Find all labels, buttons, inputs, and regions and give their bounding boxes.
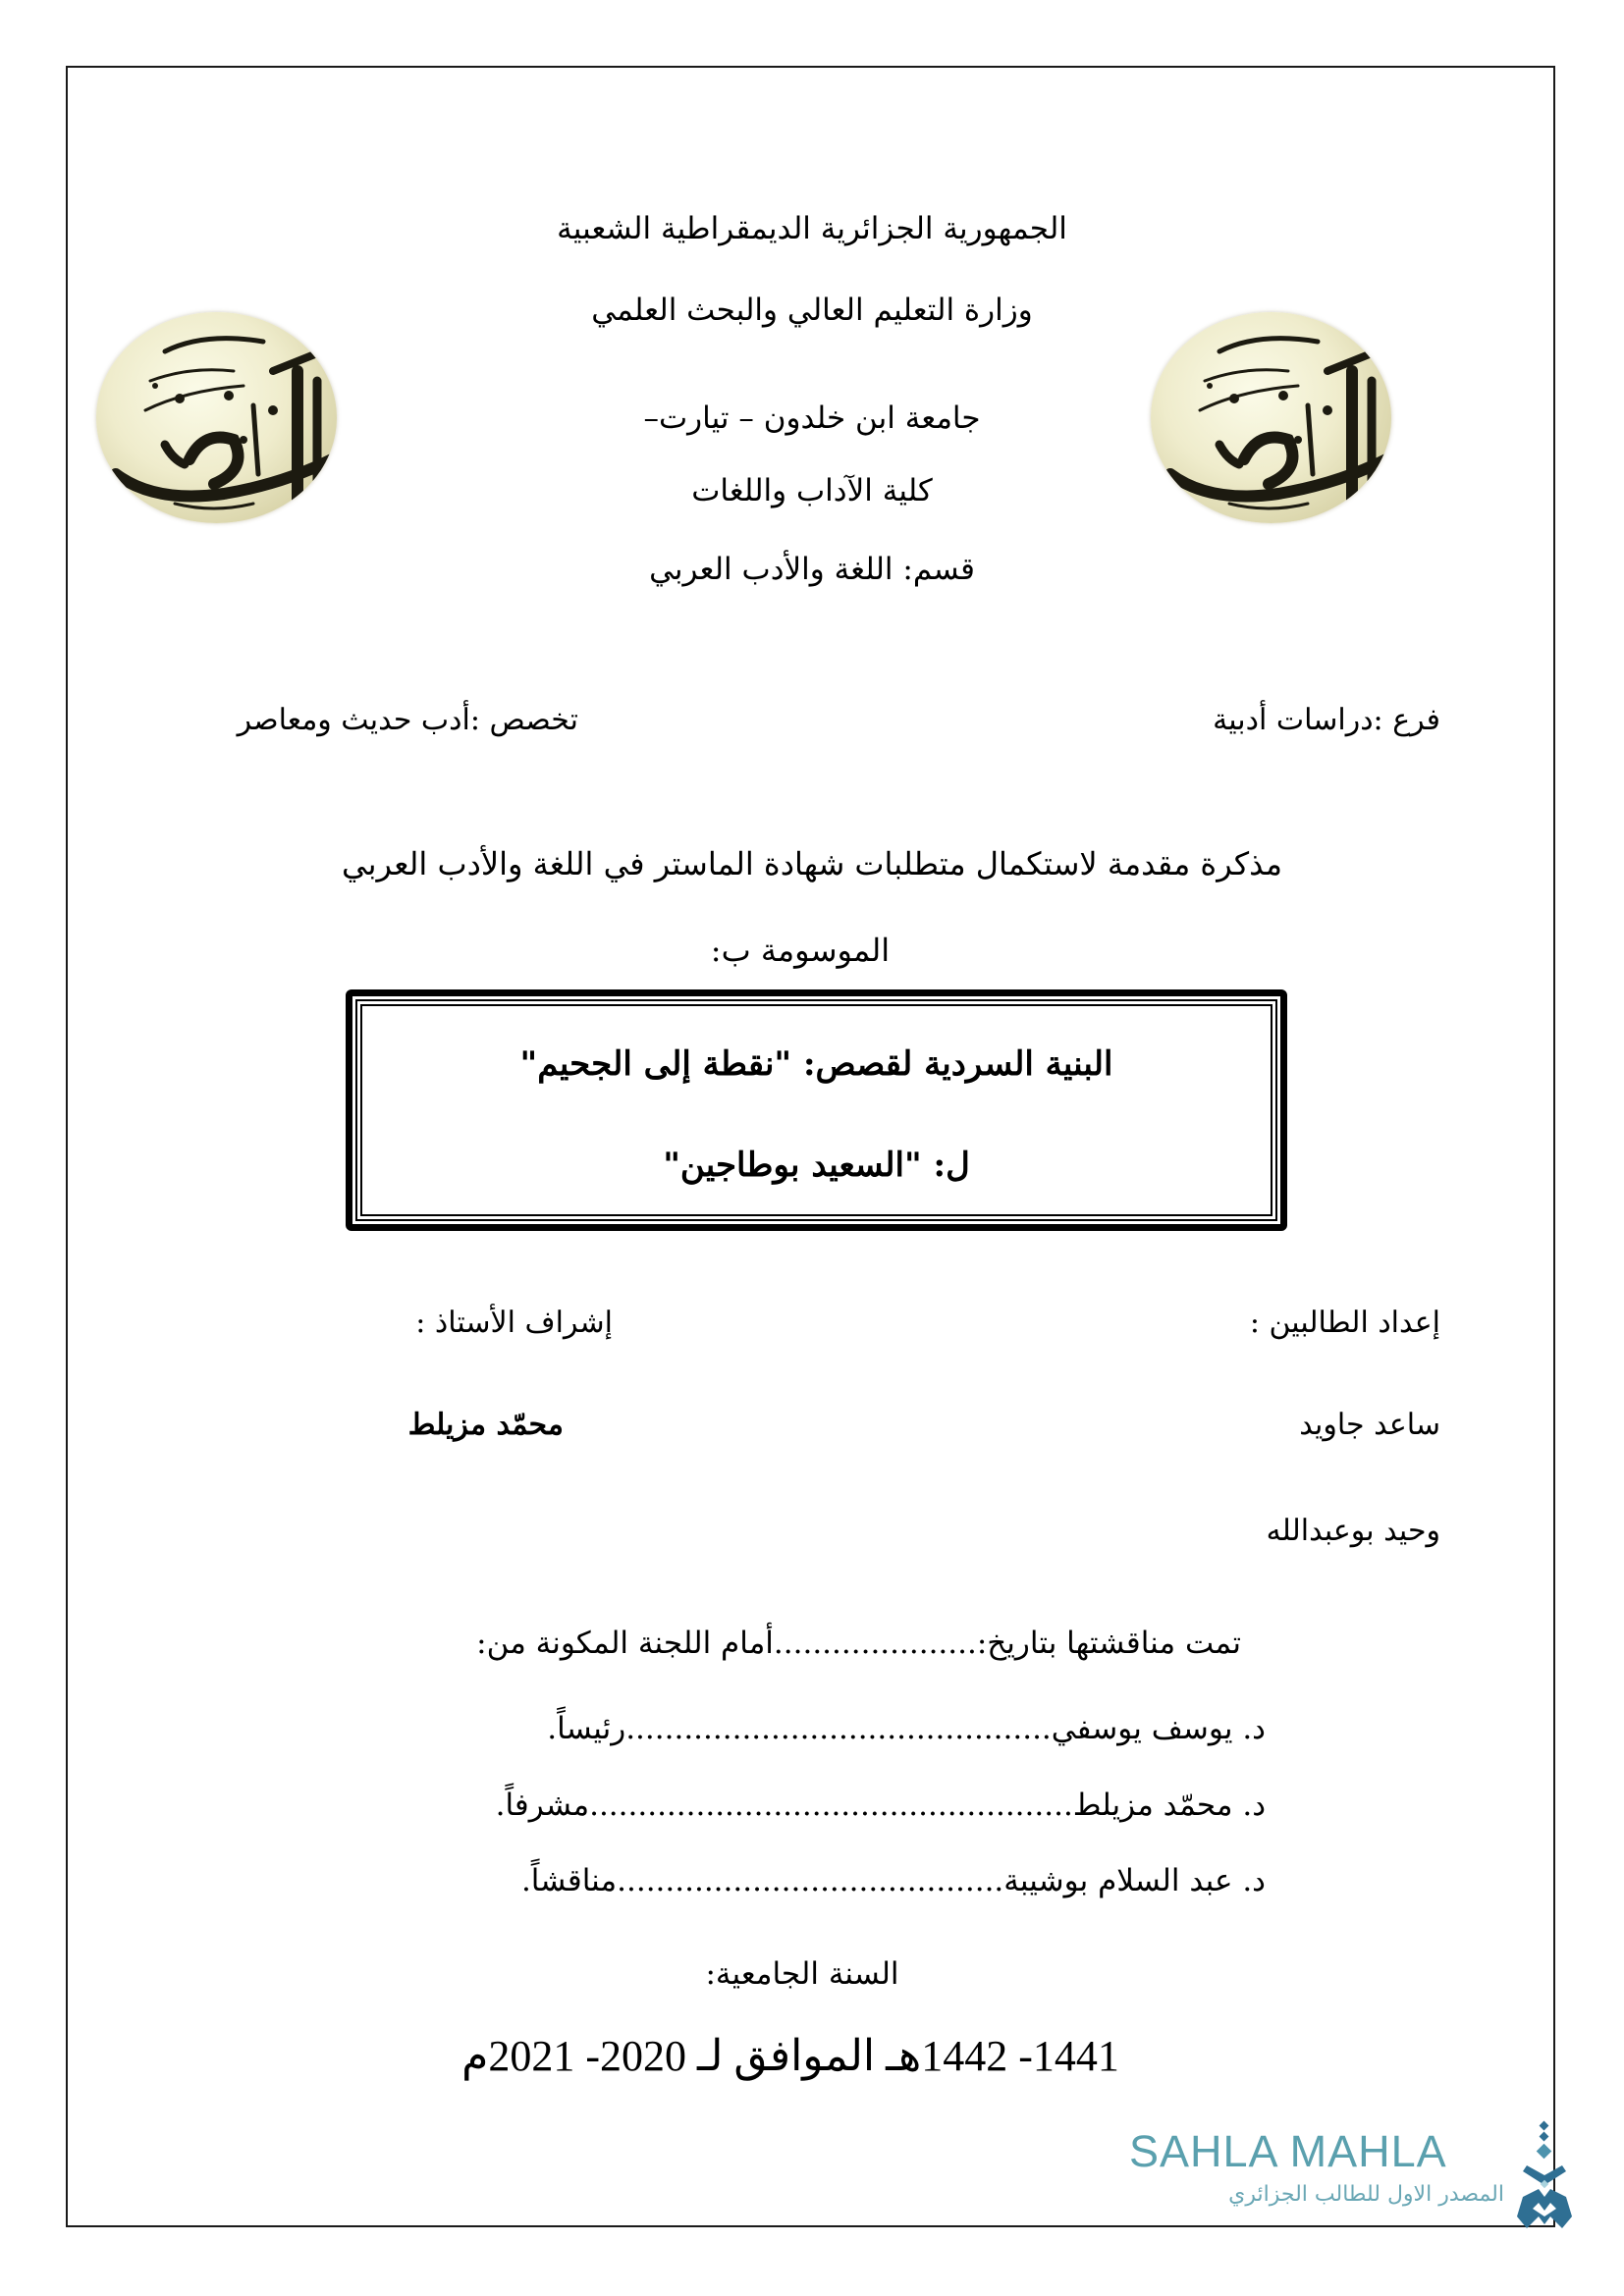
academic-year-label: السنة الجامعية: [705,1956,899,1992]
committee-member-supervisor: د. محمّد مزيلط..................................................مشرفاً. [495,1788,1266,1823]
students-label: إعداد الطالبين : [1249,1306,1440,1340]
sahla-mahla-logo-icon [1517,2118,1576,2236]
title-box-inner-border [355,999,1277,1221]
titled-by-label: الموسومة ب: [710,932,891,969]
faculty-name: كلية الآداب واللغات [691,473,933,508]
student-name: وحيد بوعبدالله [1266,1514,1440,1548]
thesis-title: البنية السردية لقصص: "نقطة إلى الجحيم" [519,1044,1113,1084]
university-name: جامعة ابن خلدون – تيارت– [643,400,981,436]
branch-label: فرع :دراسات أدبية [1213,703,1440,737]
supervisor-label: إشراف الأستاذ : [415,1306,613,1340]
republic-heading: الجمهورية الجزائرية الديمقراطية الشعبية [557,211,1067,246]
watermark-brand: SAHLA MAHLA [1129,2126,1447,2176]
watermark-tagline: المصدر الاول للطالب الجزائري [1228,2182,1504,2207]
defense-statement: تمت مناقشتها بتاريخ:.....................أمام اللجنة المكونة من: [476,1626,1241,1661]
committee-member-president: د. يوسف يوسفي............................................رئيساً. [547,1711,1266,1746]
committee-member-examiner: د. عبد السلام بوشيبة........................................مناقشاً. [520,1863,1266,1898]
ministry-heading: وزارة التعليم العالي والبحث العلمي [591,293,1033,328]
thesis-author: ل: "السعيد بوطاجين" [663,1146,970,1185]
supervisor-name: محمّد مزيلط [407,1408,564,1442]
department-name: قسم: اللغة والأدب العربي [649,552,975,587]
memo-description: مذكرة مقدمة لاستكمال متطلبات شهادة الماستر في اللغة والأدب العربي [341,845,1283,882]
thesis-title-box [346,989,1287,1231]
specialization-label: تخصص :أدب حديث ومعاصر [237,703,578,737]
student-name: ساعد جاويد [1299,1408,1440,1442]
academic-year-value: 1441- 1442هـ الموافق لـ 2020- 2021م [461,2032,1119,2080]
